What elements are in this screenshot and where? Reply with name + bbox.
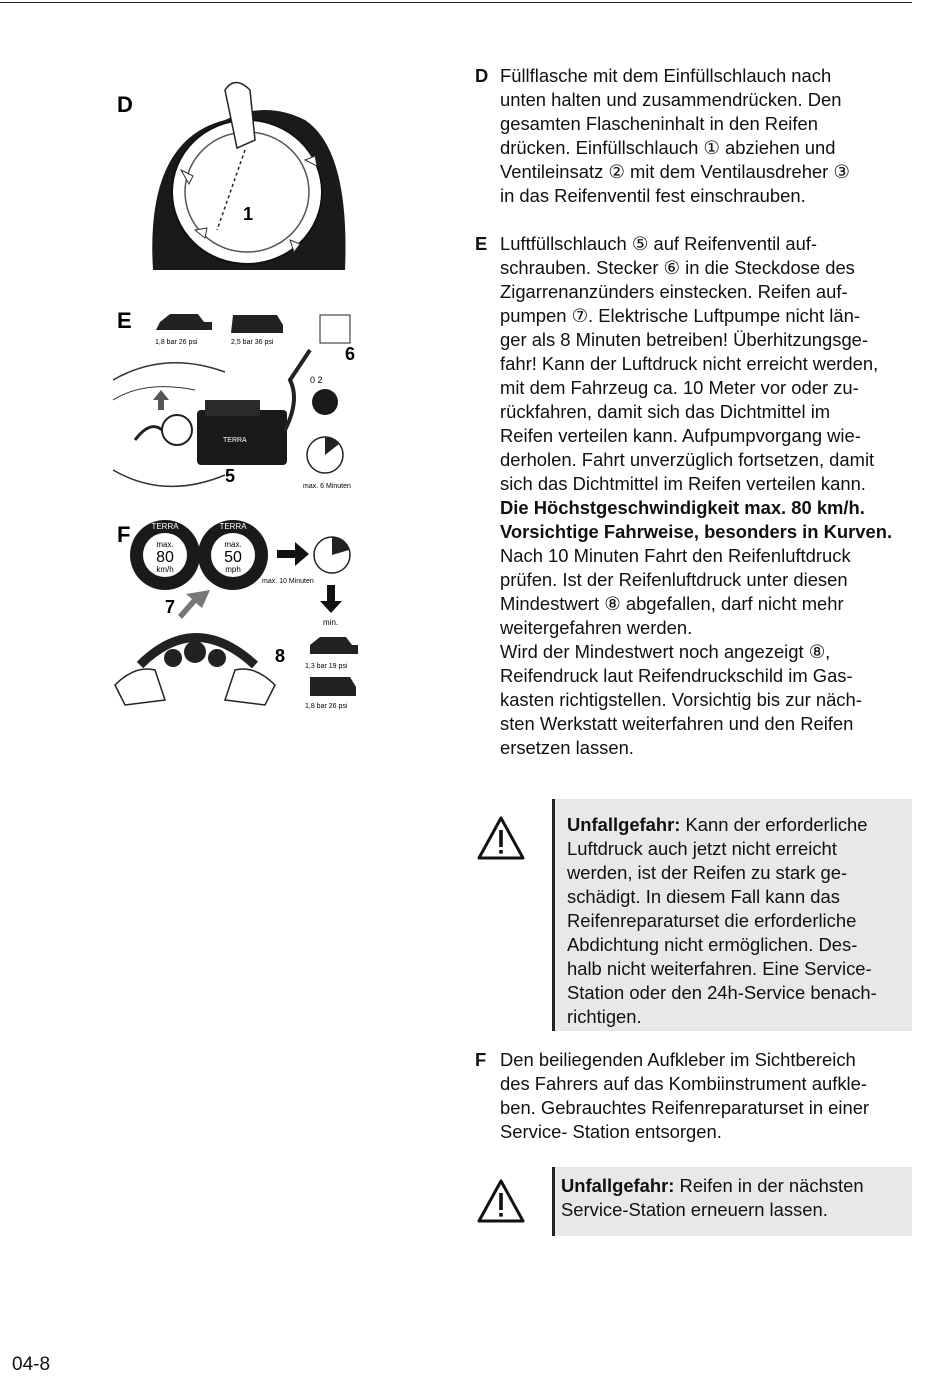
arrow-diagonal-icon [178,590,210,619]
step-d-line: Ventileinsatz ② mit dem Ventilausdreher ③ [500,161,850,182]
switch-marks: 0 2 [310,375,323,385]
step-e-line: mit dem Fahrzeug ca. 10 Meter vor oder zu- [500,377,859,398]
sticker1-unit: km/h [156,565,174,574]
warning-box-1 [552,799,912,1031]
step-e-line: Reifendruck laut Reifendruckschild im Gas- [500,665,853,686]
callout-8: 8 [275,646,286,666]
step-e-line: Luftfüllschlauch ⑤ auf Reifenventil auf- [500,233,818,254]
panel-f-illustration [115,520,358,710]
warning-1-title: Unfallgefahr: [567,814,681,835]
warning-1-first-line [567,813,904,837]
warning-2-first-text: Reifen in der nächsten [674,1175,864,1196]
step-f-line: ben. Gebrauchtes Reifenreparaturset in einer [500,1097,870,1118]
step-e-letter: E [475,233,488,254]
step-d-line: Füllflasche mit dem Einfüllschlauch nach [500,65,832,86]
careful-driving-notice: Vorsichtige Fahrweise, besonders in Kurven. [500,521,893,542]
step-d-line: gesamten Flascheninhalt in den Reifen [500,113,818,134]
panel-d-label: D [117,92,133,117]
van-icon [231,315,283,333]
step-e-line: prüfen. Ist der Reifenluftdruck unter diesen [500,569,848,590]
arrow-right-icon [277,542,309,566]
step-d-letter: D [475,65,489,86]
callout-1: 1 [243,204,254,224]
callout-5: 5 [225,466,236,486]
step-e-line: schrauben. Stecker ⑥ in die Steckdose des [500,257,855,278]
sticker2-unit: mph [225,565,241,574]
warning-1-line: Luftdruck auch jetzt nicht erreicht [567,838,837,859]
car-pressure-label: 1,8 bar 26 psi [155,339,198,346]
sticker1-brand: TERRA [151,522,179,531]
repair-illustrations [105,80,375,720]
panel-f-label: F [117,522,131,547]
step-e-line: Zigarrenanzünders einstecken. Reifen auf- [500,281,848,302]
sticker2-brand: TERRA [219,522,247,531]
sticker2-value: 50 [224,549,242,566]
warning-2-line: Service-Station erneuern lassen. [561,1199,828,1220]
arrow-down-icon [320,585,342,613]
step-f-line: Service- Station entsorgen. [500,1121,722,1142]
warning-1-line: Station oder den 24h-Service benach- [567,982,877,1003]
van-min-pressure: 1,8 bar 26 psi [305,703,348,710]
step-f-line: Den beiliegenden Aufkleber im Sichtbereich [500,1049,856,1070]
step-f-line: des Fahrers auf das Kombiinstrument aufkle- [500,1073,867,1094]
step-f-letter: F [475,1049,487,1070]
step-e-line: sich das Dichtmittel im Reifen verteilen kann. [500,473,866,494]
panel-d-illustration [117,83,346,271]
step-e-line: Mindestwert ⑧ abgefallen, darf nicht mehr [500,593,844,614]
car-icon [156,314,212,330]
step-e-line: sten Werkstatt weiterfahren und den Reifen [500,713,854,734]
van-pressure-label: 2,5 bar 36 psi [231,339,274,346]
step-e-text [500,232,925,760]
step-e-line: Nach 10 Minuten Fahrt den Reifenluftdruck [500,545,851,566]
min-label: min. [323,618,339,627]
step-e-line: ersetzen lassen. [500,737,634,758]
step-d-line: drücken. Einfüllschlauch ① abziehen und [500,137,836,158]
top-rule [0,2,912,3]
warning-1-line: richtigen. [567,1006,642,1027]
callout-6: 6 [345,344,356,364]
warning-1-line: schädigt. In diesem Fall kann das [567,886,840,907]
speed-limit-notice: Die Höchstgeschwindigkeit max. 80 km/h. [500,497,865,518]
warning-box-2 [552,1167,912,1236]
sticker1-top: max. [156,540,174,549]
step-e-line: weitergefahren werden. [500,617,693,638]
compressor-brand: TERRA [223,437,247,444]
van-icon-f [310,677,356,696]
car-min-pressure: 1,3 bar 19 psi [305,663,348,670]
warning-triangle-icon [476,1178,526,1224]
page-number: 04-8 [12,1354,51,1375]
sticker1-value: 80 [156,549,174,566]
warning-1-first-text: Kann der erforderliche [680,814,868,835]
step-d-line: unten halten und zusammendrücken. Den [500,89,842,110]
warning-1-line: werden, ist der Reifen zu stark ge- [567,862,848,883]
step-e-line: kasten richtigstellen. Vorsichtig bis zur näch- [500,689,862,710]
step-e-line: pumpen ⑦. Elektrische Luftpumpe nicht län- [500,305,860,326]
warning-triangle-icon [476,815,526,861]
timer-6min-caption: max. 6 Minuten [303,483,351,490]
step-e-line: rückfahren, damit sich das Dichtmittel im [500,401,831,422]
car-icon-f [310,637,358,654]
step-e-line: Reifen verteilen kann. Aufpumpvorgang wie- [500,425,861,446]
warning-2-first-line [561,1174,904,1198]
callout-7: 7 [165,597,176,617]
panel-e-illustration [113,308,355,490]
panel-e-label: E [117,308,132,333]
step-e-line: fahr! Kann der Luftdruck nicht erreicht werden, [500,353,879,374]
step-f-text [500,1048,925,1144]
timer-10min-caption: max. 10 Minuten [262,578,314,585]
step-d-text [500,64,925,208]
warning-1-line: Abdichtung nicht ermöglichen. Des- [567,934,858,955]
step-e-line: ger als 8 Minuten betreiben! Überhitzungsge- [500,329,869,350]
step-d-line: in das Reifenventil fest einschrauben. [500,185,806,206]
warning-1-line: Reifenreparaturset die erforderliche [567,910,857,931]
step-e-line: Wird der Mindestwert noch angezeigt ⑧, [500,641,831,662]
step-e-line: derholen. Fahrt unverzüglich fortsetzen, damit [500,449,875,470]
warning-2-title: Unfallgefahr: [561,1175,675,1196]
sticker2-top: max. [224,540,242,549]
warning-1-line: halb nicht weiterfahren. Eine Service- [567,958,872,979]
